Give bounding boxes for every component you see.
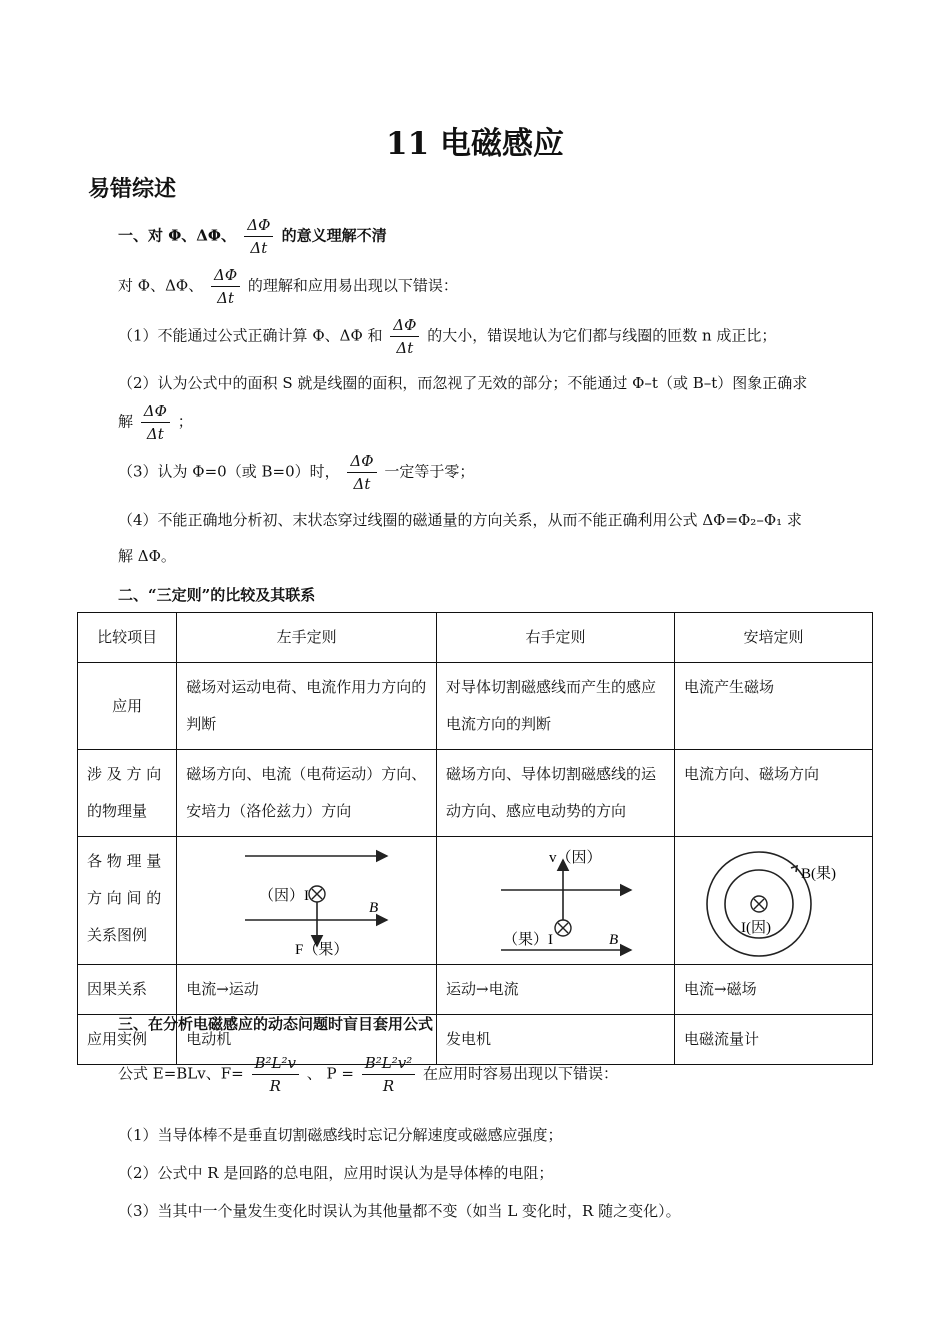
left-diagram-label-F: F（果）: [294, 941, 348, 958]
part1-item2-line2-prefix: 解: [118, 412, 134, 431]
mid-diagram-label-B: B: [608, 931, 618, 948]
frac-den: R: [269, 1077, 281, 1095]
part1-item2-line1: （2）认为公式中的面积 S 就是线圈的面积，而忽视了无效的部分；不能通过 Φ–t（或 B–t）图象正确求: [118, 374, 808, 392]
part1-intro: [118, 264, 458, 309]
frac-den: Δt: [353, 475, 371, 493]
table-cell: 应用: [78, 663, 177, 750]
part1-heading: [118, 214, 387, 259]
part1-item3-suffix: 一定等于零；: [384, 462, 475, 481]
fraction-dphi-dt: [141, 400, 170, 445]
table-cell: 因果关系: [78, 965, 177, 1015]
frac-num: ΔΦ: [390, 314, 419, 337]
table-header-cell: 比较项目: [78, 613, 177, 663]
table-header-cell: 安培定则: [675, 613, 873, 663]
part3-item3: （3）当其中一个量发生变化时误认为其他量都不变（如当 L 变化时，R 随之变化）。: [118, 1202, 681, 1220]
part1-item4-line2: 解 ΔΦ。: [118, 547, 176, 565]
table-header-cell: 右手定则: [437, 613, 675, 663]
formula-suffix: 在应用时容易出现以下错误：: [423, 1064, 619, 1083]
frac-den: Δt: [250, 239, 268, 257]
page-title: 11 电磁感应: [386, 126, 564, 162]
rules-comparison-table: [77, 612, 873, 1065]
table-cell: 电流→磁场: [675, 965, 873, 1015]
frac-den: Δt: [217, 289, 234, 307]
fraction-dphi-dt: [390, 314, 419, 359]
frac-num: ΔΦ: [211, 264, 240, 287]
right-hand-rule-diagram: [437, 837, 675, 965]
part1-item1: [118, 314, 776, 359]
table-cell: 电流产生磁场: [675, 663, 873, 750]
frac-num: ΔΦ: [244, 214, 273, 237]
frac-num: B²L²v: [252, 1052, 299, 1075]
table-cell: 运动→电流: [437, 965, 675, 1015]
part1-item1-suffix: 的大小，错误地认为它们都与线圈的匝数 n 成正比；: [427, 326, 777, 345]
table-cell: 电动机: [177, 1015, 437, 1065]
part3-item2: （2）公式中 R 是回路的总电阻，应用时误认为是导体棒的电阻；: [118, 1164, 554, 1182]
fraction-dphi-dt: [347, 450, 376, 495]
frac-den: R: [382, 1077, 395, 1095]
table-cell: 磁场对运动电荷、电流作用力方向的判断: [177, 663, 437, 750]
fraction-dphi-dt: [244, 214, 273, 259]
part2-heading: 二、“三定则”的比较及其联系: [118, 586, 316, 604]
frac-den: Δt: [396, 339, 414, 357]
fraction-power: [362, 1052, 416, 1097]
table-cell: 各 物 理 量方 向 间 的关系图例: [78, 837, 177, 965]
part1-item2-line2-suffix: ；: [177, 412, 193, 431]
fraction-dphi-dt: [211, 264, 240, 309]
part3-heading: 三、在分析电磁感应的动态问题时盲目套用公式: [118, 1015, 434, 1033]
formula-mid: 、 P =: [306, 1064, 354, 1083]
frac-num: ΔΦ: [347, 450, 376, 473]
part1-item3-prefix: （3）认为 Φ=0（或 B=0）时，: [118, 462, 340, 481]
formula-prefix: 公式 E=BLv、F=: [118, 1064, 244, 1083]
table-header-row: [78, 613, 873, 663]
frac-num: ΔΦ: [141, 400, 170, 423]
frac-num: B²L²v²: [362, 1052, 416, 1075]
table-cell: 电流方向、磁场方向: [675, 750, 873, 837]
table-cell: 磁场方向、电流（电荷运动）方向、安培力（洛伦兹力）方向: [177, 750, 437, 837]
table-cell: 对导体切割磁感线而产生的感应电流方向的判断: [437, 663, 675, 750]
table-cell: 涉 及 方 向的物理量: [78, 750, 177, 837]
table-cell: 应用实例: [78, 1015, 177, 1065]
table-row: [78, 837, 873, 965]
table-header-cell: 左手定则: [177, 613, 437, 663]
part1-item4-line1: （4）不能正确地分析初、末状态穿过线圈的磁通量的方向关系，从而不能正确利用公式 ΔΦ=Φ₂–Φ₁ 求: [118, 511, 802, 529]
part1-heading-prefix: 一、对 Φ、ΔΦ、: [118, 226, 236, 245]
part3-formula-line: [118, 1052, 618, 1097]
table-cell: 电流→运动: [177, 965, 437, 1015]
right-diagram-label-I: I(因): [740, 919, 771, 936]
ampere-rule-diagram: [675, 837, 873, 965]
table-cell: 磁场方向、导体切割磁感线的运动方向、感应电动势的方向: [437, 750, 675, 837]
part1-item1-prefix: （1）不能通过公式正确计算 Φ、ΔΦ 和: [118, 326, 383, 345]
left-diagram-label-B: B: [368, 899, 378, 916]
part3-item1: （1）当导体棒不是垂直切割磁感线时忘记分解速度或磁感应强度；: [118, 1126, 563, 1144]
mid-diagram-label-I: （果）I: [502, 931, 553, 948]
part1-intro-suffix: 的理解和应用易出现以下错误：: [247, 276, 458, 295]
part1-intro-prefix: 对 Φ、ΔΦ、: [118, 276, 204, 295]
fraction-force: [252, 1052, 299, 1097]
section-heading: 易错综述: [88, 176, 177, 202]
table-row: [78, 663, 873, 750]
right-diagram-label-B: B(果): [800, 865, 836, 882]
table-cell: 发电机: [437, 1015, 675, 1065]
left-diagram-label-I: （因）I: [258, 887, 309, 904]
part1-heading-suffix: 的意义理解不清: [281, 226, 387, 245]
table-row: [78, 750, 873, 837]
part1-item3: [118, 450, 474, 495]
table-cell: 电磁流量计: [675, 1015, 873, 1065]
mid-diagram-label-v: v（因）: [548, 849, 602, 866]
frac-den: Δt: [146, 425, 164, 443]
table-row: [78, 965, 873, 1015]
part1-item2-line2: [118, 400, 193, 445]
left-hand-rule-diagram: [177, 837, 437, 965]
